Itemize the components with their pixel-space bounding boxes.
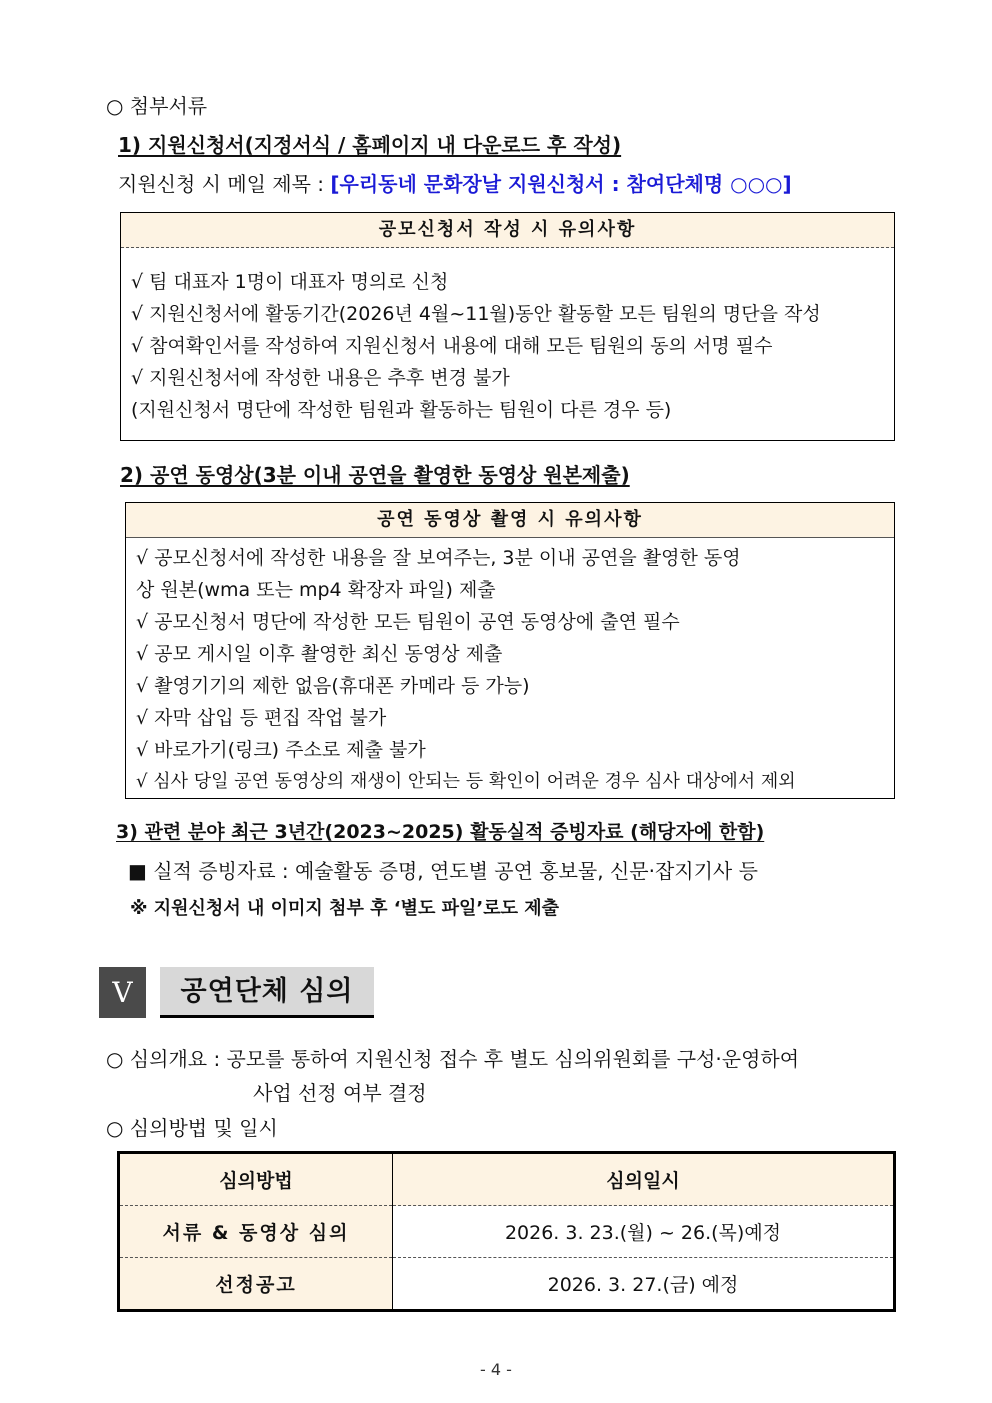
email-subject-line: [118, 168, 792, 197]
email-subject: [우리동네 문화장날 지원신청서 : 참여단체명 ○○○]: [330, 172, 792, 196]
review-schedule-table: [117, 1151, 896, 1312]
table-cell-datetime: 2026. 3. 27.(금) 예정: [393, 1258, 895, 1311]
table-header-method: 심의방법: [119, 1153, 393, 1206]
video-note-4: √ 촬영기기의 제한 없음(휴대폰 카메라 등 가능): [136, 675, 530, 697]
video-note-3: √ 공모 게시일 이후 촬영한 최신 동영상 제출: [136, 643, 503, 665]
video-note-7: √ 심사 당일 공연 동영상의 재생이 안되는 등 확인이 어려운 경우 심사 대상에서 제외: [136, 771, 796, 792]
page-number: - 4 -: [480, 1360, 512, 1379]
video-note-1-cont: 상 원본(wma 또는 mp4 확장자 파일) 제출: [136, 579, 496, 601]
item3-note: ※ 지원신청서 내 이미지 첨부 후 ‘별도 파일’로도 제출: [130, 898, 560, 919]
email-prefix: 지원신청 시 메일 제목 :: [118, 172, 331, 196]
table-header-row: [119, 1153, 895, 1206]
video-note-2: √ 공모신청서 명단에 작성한 모든 팀원이 공연 동영상에 출연 필수: [136, 611, 680, 633]
attachments-heading: ○ 첨부서류: [106, 94, 208, 118]
video-notes-title: 공연 동영상 촬영 시 유의사항: [126, 503, 894, 538]
section-numeral: Ⅴ: [99, 967, 146, 1018]
application-note-5: (지원신청서 명단에 작성한 팀원과 활동하는 팀원이 다른 경우 등): [131, 399, 672, 421]
application-note-2: √ 지원신청서에 활동기간(2026년 4월~11월)동안 활동할 모든 팀원의 명단을 작성: [131, 303, 821, 325]
video-notes-box: [125, 502, 895, 799]
item3-evidence-line: ■ 실적 증빙자료 : 예술활동 증명, 연도별 공연 홍보물, 신문·잡지기사 등: [128, 859, 758, 883]
item3-title: 3) 관련 분야 최근 3년간(2023~2025) 활동실적 증빙자료 (해당자에 한함): [116, 821, 765, 843]
video-note-6: √ 바로가기(링크) 주소로 제출 불가: [136, 739, 426, 761]
table-row: [119, 1206, 895, 1258]
application-note-3: √ 참여확인서를 작성하여 지원신청서 내용에 대해 모든 팀원의 동의 서명 필수: [131, 335, 773, 357]
application-notes-box: [120, 212, 895, 441]
application-notes-title: 공모신청서 작성 시 유의사항: [121, 213, 894, 248]
table-row: [119, 1258, 895, 1311]
table-cell-method: 서류 & 동영상 심의: [119, 1206, 393, 1258]
video-note-1: √ 공모신청서에 작성한 내용을 잘 보여주는, 3분 이내 공연을 촬영한 동영: [136, 547, 741, 569]
table-cell-datetime: 2026. 3. 23.(월) ~ 26.(목)예정: [393, 1206, 895, 1258]
review-method-heading: ○ 심의방법 및 일시: [106, 1116, 278, 1140]
application-note-4: √ 지원신청서에 작성한 내용은 추후 변경 불가: [131, 367, 510, 389]
item2-title: 2) 공연 동영상(3분 이내 공연을 촬영한 동영상 원본제출): [120, 463, 630, 487]
application-note-1: √ 팀 대표자 1명이 대표자 명의로 신청: [131, 271, 449, 293]
table-header-datetime: 심의일시: [393, 1153, 895, 1206]
review-overview-line1: ○ 심의개요 : 공모를 통하여 지원신청 접수 후 별도 심의위원회를 구성·운영하여: [106, 1047, 800, 1071]
section-title: 공연단체 심의: [160, 967, 374, 1018]
video-note-5: √ 자막 삽입 등 편집 작업 불가: [136, 707, 387, 729]
table-cell-method: 선정공고: [119, 1258, 393, 1311]
item1-title: 1) 지원신청서(지정서식 / 홈페이지 내 다운로드 후 작성): [118, 133, 622, 157]
review-overview-line2: 사업 선정 여부 결정: [253, 1081, 427, 1105]
